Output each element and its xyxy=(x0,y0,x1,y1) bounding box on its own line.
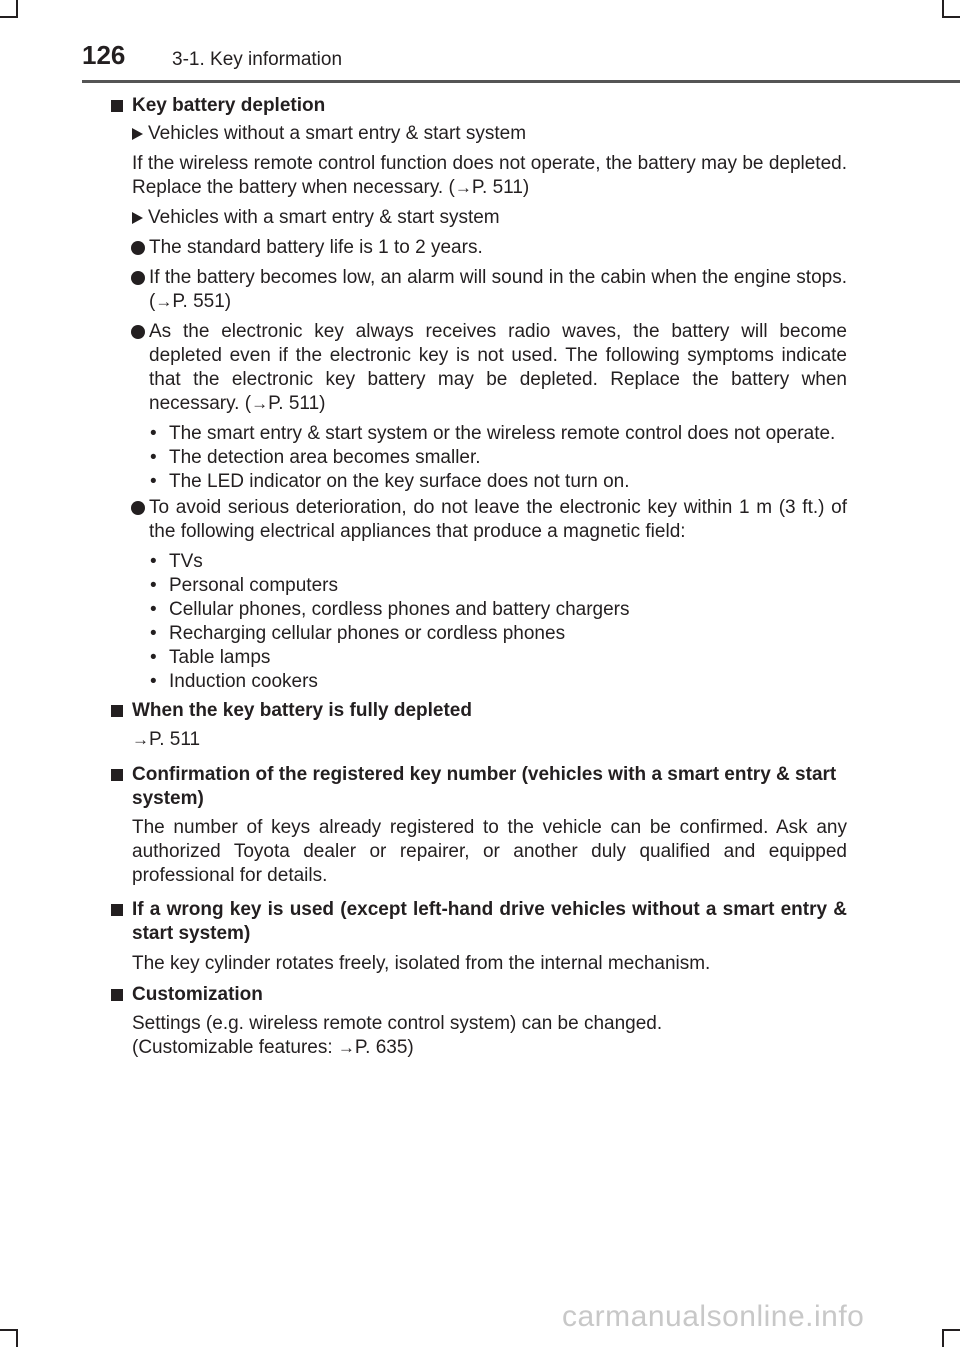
bullet-dot-icon xyxy=(131,241,145,255)
paragraph-customization-reference xyxy=(110,1036,847,1060)
square-icon xyxy=(111,705,123,717)
section-heading-battery xyxy=(110,94,847,118)
bullet-dot-icon: • xyxy=(150,447,157,468)
bullet-text: As the electronic key always receives radio waves, the battery will become depleted even if the electronic key is not used. The following symptoms indicate that the electronic key battery may be depleted. Replace the battery when necessary. ( xyxy=(149,321,847,414)
subheading-label: Vehicles without a smart entry & start system xyxy=(148,123,527,144)
section-title: If a wrong key is used (except left-hand drive vehicles without a smart entry & start system) xyxy=(132,899,847,944)
bullet-dot-icon: • xyxy=(150,471,157,492)
page-reference: P. 511) xyxy=(471,177,530,198)
page-content xyxy=(110,94,847,1060)
page-reference: P. 511 xyxy=(149,729,201,750)
chapter-title: 3-1. Key information xyxy=(172,49,343,70)
page-reference: P. 551) xyxy=(172,291,232,312)
list-item-text: The detection area becomes smaller. xyxy=(169,447,481,468)
reference-depleted xyxy=(110,728,847,752)
square-icon xyxy=(111,904,123,916)
page-header xyxy=(0,0,960,84)
bullet-text: The standard battery life is 1 to 2 years. xyxy=(149,237,483,258)
page-number: 126 xyxy=(82,40,126,70)
list-item xyxy=(110,598,847,622)
section-heading-confirmation xyxy=(110,763,847,811)
arrow-icon: → xyxy=(251,394,269,413)
section-heading-wrong-key xyxy=(110,898,847,946)
arrow-icon: → xyxy=(155,292,173,311)
section-heading-customization xyxy=(110,983,847,1007)
bullet-text: If the battery becomes low, an alarm will sound in the cabin when the engine stops. ( xyxy=(149,267,847,312)
subheading-without-smart-entry xyxy=(110,122,847,146)
subheading-with-smart-entry xyxy=(110,206,847,230)
triangle-right-icon xyxy=(132,128,143,140)
bullet-radio-waves xyxy=(110,320,847,416)
list-item-text: The smart entry & start system or the wireless remote control does not operate. xyxy=(169,423,836,444)
section-title: Customization xyxy=(132,984,263,1005)
paragraph-customization: Settings (e.g. wireless remote control system) can be changed. xyxy=(132,1013,663,1034)
section-heading-depleted xyxy=(110,699,847,723)
list-item-text: Recharging cellular phones or cordless phones xyxy=(169,623,566,644)
footer-watermark: carmanualsonline.info xyxy=(562,1300,865,1333)
bullet-dot-icon: • xyxy=(150,671,157,692)
paragraph-confirmation: The number of keys already registered to the vehicle can be confirmed. Ask any authorized Toyota dealer or repairer, or another duly qualified and equipped professional for details. xyxy=(132,817,847,886)
header-divider xyxy=(82,80,960,83)
section-title: When the key battery is fully depleted xyxy=(132,700,472,721)
subheading-label: Vehicles with a smart entry & start system xyxy=(148,207,500,228)
section-title: Key battery depletion xyxy=(132,95,326,116)
square-icon xyxy=(111,989,123,1001)
paragraph-text: If the wireless remote control function does not operate, the battery may be depleted. Replace the battery when necessary. ( xyxy=(132,153,847,198)
appliance-list xyxy=(110,550,847,694)
bullet-dot-icon xyxy=(131,325,145,339)
list-item-text: TVs xyxy=(169,551,203,572)
page-reference: P. 635) xyxy=(354,1037,414,1058)
crop-mark xyxy=(16,1329,18,1347)
arrow-icon: → xyxy=(454,178,472,197)
paragraph-text: (Customizable features: xyxy=(132,1037,338,1058)
bullet-dot-icon: • xyxy=(150,599,157,620)
list-item-text: Table lamps xyxy=(169,647,271,668)
section-title: Confirmation of the registered key number (vehicles with a smart entry & start system) xyxy=(132,764,837,809)
bullet-dot-icon xyxy=(131,501,145,515)
list-item xyxy=(110,422,847,446)
list-item-text: Cellular phones, cordless phones and battery chargers xyxy=(169,599,630,620)
list-item xyxy=(110,574,847,598)
paragraph-without-smart-entry xyxy=(110,152,847,200)
symptom-list xyxy=(110,422,847,494)
bullet-dot-icon: • xyxy=(150,647,157,668)
bullet-dot-icon: • xyxy=(150,623,157,644)
list-item-text: Personal computers xyxy=(169,575,338,596)
crop-mark xyxy=(942,1329,944,1347)
list-item xyxy=(110,470,847,494)
bullet-text: To avoid serious deterioration, do not leave the electronic key within 1 m (3 ft.) of the following electrical appliances that produce a magnetic field: xyxy=(149,497,847,542)
triangle-right-icon xyxy=(132,212,143,224)
crop-mark xyxy=(942,1329,960,1331)
square-icon xyxy=(111,100,123,112)
bullet-dot-icon xyxy=(131,271,145,285)
bullet-low-battery-alarm xyxy=(110,266,847,314)
page-reference: P. 511) xyxy=(268,393,326,414)
bullet-dot-icon: • xyxy=(150,551,157,572)
list-item-text: The LED indicator on the key surface does not turn on. xyxy=(169,471,630,492)
list-item xyxy=(110,622,847,646)
list-item xyxy=(110,646,847,670)
bullet-dot-icon: • xyxy=(150,423,157,444)
square-icon xyxy=(111,769,123,781)
list-item xyxy=(110,446,847,470)
bullet-battery-life xyxy=(110,236,847,260)
paragraph-wrong-key: The key cylinder rotates freely, isolated from the internal mechanism. xyxy=(132,953,711,974)
arrow-icon: → xyxy=(132,730,149,749)
bullet-magnetic-field xyxy=(110,496,847,544)
list-item xyxy=(110,550,847,574)
list-item xyxy=(110,670,847,694)
list-item-text: Induction cookers xyxy=(169,671,318,692)
arrow-icon: → xyxy=(337,1038,355,1057)
bullet-dot-icon: • xyxy=(150,575,157,596)
